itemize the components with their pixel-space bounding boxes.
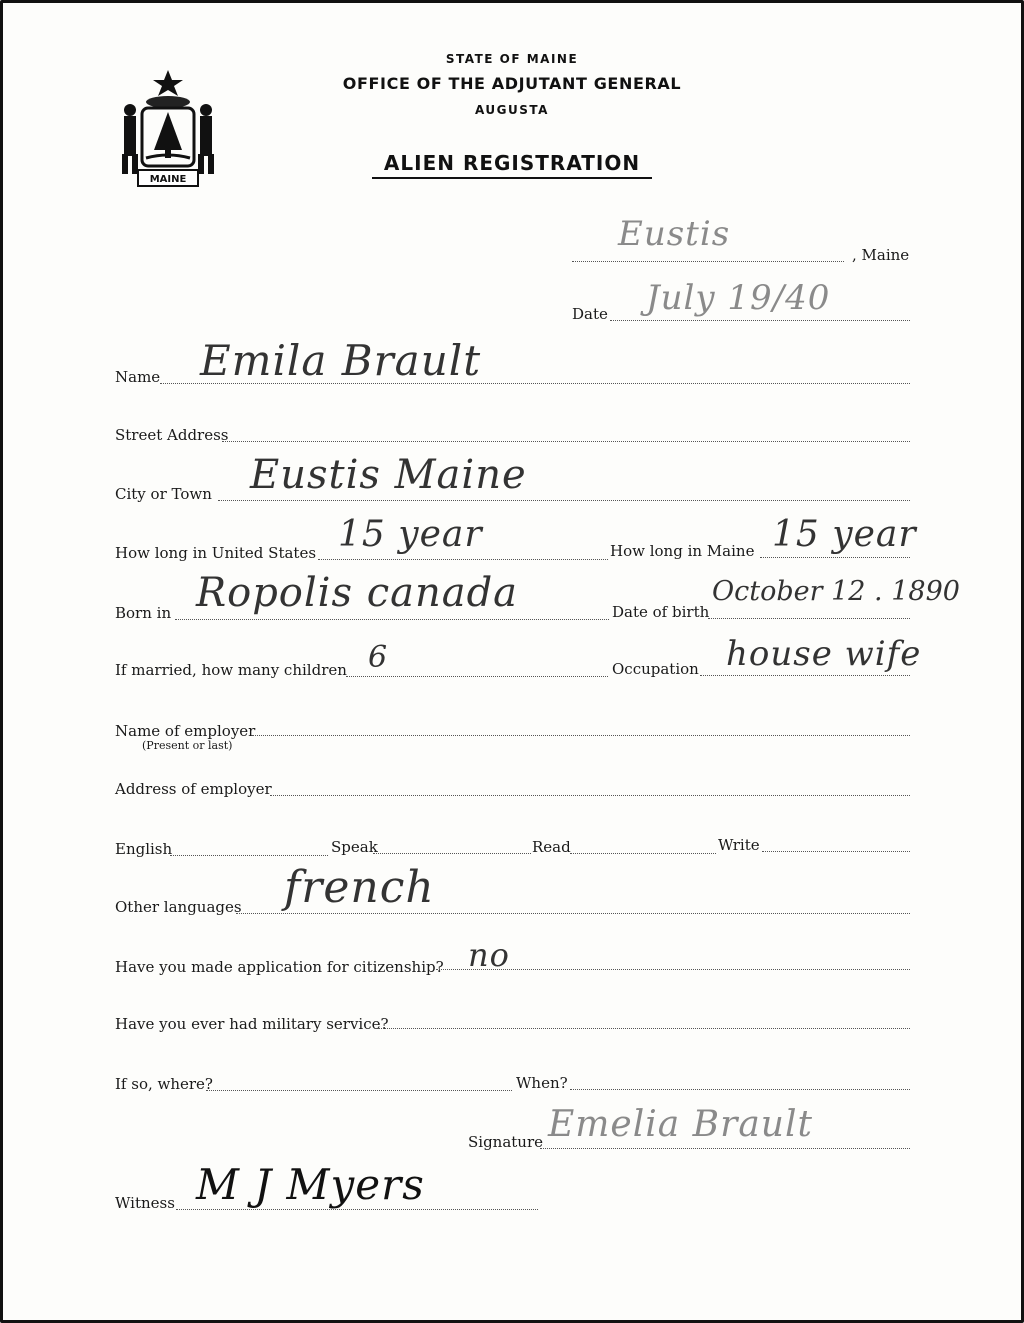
years-us-label: How long in United States [115, 544, 317, 562]
employer-label: Name of employer [115, 722, 256, 740]
street-label: Street Address [115, 426, 229, 444]
name-value: Emila Brault [200, 336, 482, 385]
seal-banner-text: MAINE [149, 174, 187, 185]
employer-line [252, 735, 910, 736]
read-label: Read [532, 838, 571, 856]
write-label: Write [718, 836, 760, 854]
other-languages-label: Other languages [115, 898, 242, 916]
signature-value: Emelia Brault [548, 1104, 813, 1145]
english-label: English [115, 840, 173, 858]
location-line [572, 261, 844, 262]
speak-label: Speak [331, 838, 378, 856]
when-label: When? [516, 1074, 568, 1092]
employer-address-line [270, 795, 910, 796]
signature-line [540, 1148, 910, 1149]
employer-note: (Present or last) [142, 739, 233, 752]
children-label: If married, how many children [115, 661, 347, 679]
street-line [222, 441, 910, 442]
children-line [346, 676, 608, 677]
years-maine-line [760, 557, 910, 558]
location-suffix: , Maine [852, 246, 910, 264]
form-title: ALIEN REGISTRATION [372, 151, 652, 179]
date-line [610, 320, 910, 321]
years-maine-label: How long in Maine [610, 542, 755, 560]
location-place: Eustis [618, 214, 731, 254]
city-value: Eustis Maine [250, 452, 527, 498]
born-in-label: Born in [115, 604, 172, 622]
speak-line [373, 853, 531, 854]
witness-line [176, 1209, 538, 1210]
other-languages-value: french [284, 862, 435, 913]
witness-value: M J Myers [196, 1160, 425, 1209]
employer-address-label: Address of employer [115, 780, 272, 798]
city-line [218, 500, 910, 501]
header-city: AUGUSTA [475, 103, 549, 117]
children-value: 6 [368, 640, 389, 675]
military-label: Have you ever had military service? [115, 1015, 389, 1033]
write-line [762, 851, 910, 852]
read-line [570, 853, 716, 854]
military-line [378, 1028, 910, 1029]
years-maine-value: 15 year [772, 514, 917, 555]
name-label: Name [115, 368, 161, 386]
english-line [170, 855, 328, 856]
occupation-line [700, 675, 910, 676]
date-label: Date [572, 305, 608, 323]
date-value: July 19/40 [646, 278, 831, 318]
city-label: City or Town [115, 485, 212, 503]
signature-label: Signature [468, 1133, 544, 1151]
years-us-value: 15 year [338, 514, 483, 555]
citizenship-label: Have you made application for citizenship? [115, 958, 444, 976]
header-state: STATE OF MAINE [445, 52, 579, 66]
birth-date-value: October 12 . 1890 [712, 576, 960, 607]
born-in-value: Ropolis canada [196, 570, 519, 616]
occupation-value: house wife [726, 634, 922, 674]
where-line [206, 1090, 512, 1091]
witness-label: Witness [115, 1194, 175, 1212]
citizenship-value: no [468, 936, 510, 974]
birth-date-line [708, 618, 910, 619]
other-languages-line [236, 913, 910, 914]
header-office: OFFICE OF THE ADJUTANT GENERAL [342, 74, 682, 93]
birth-date-label: Date of birth [612, 603, 710, 621]
where-label: If so, where? [115, 1075, 213, 1093]
born-in-line [175, 619, 609, 620]
when-line [570, 1089, 910, 1090]
occupation-label: Occupation [612, 660, 699, 678]
years-us-line [318, 559, 608, 560]
